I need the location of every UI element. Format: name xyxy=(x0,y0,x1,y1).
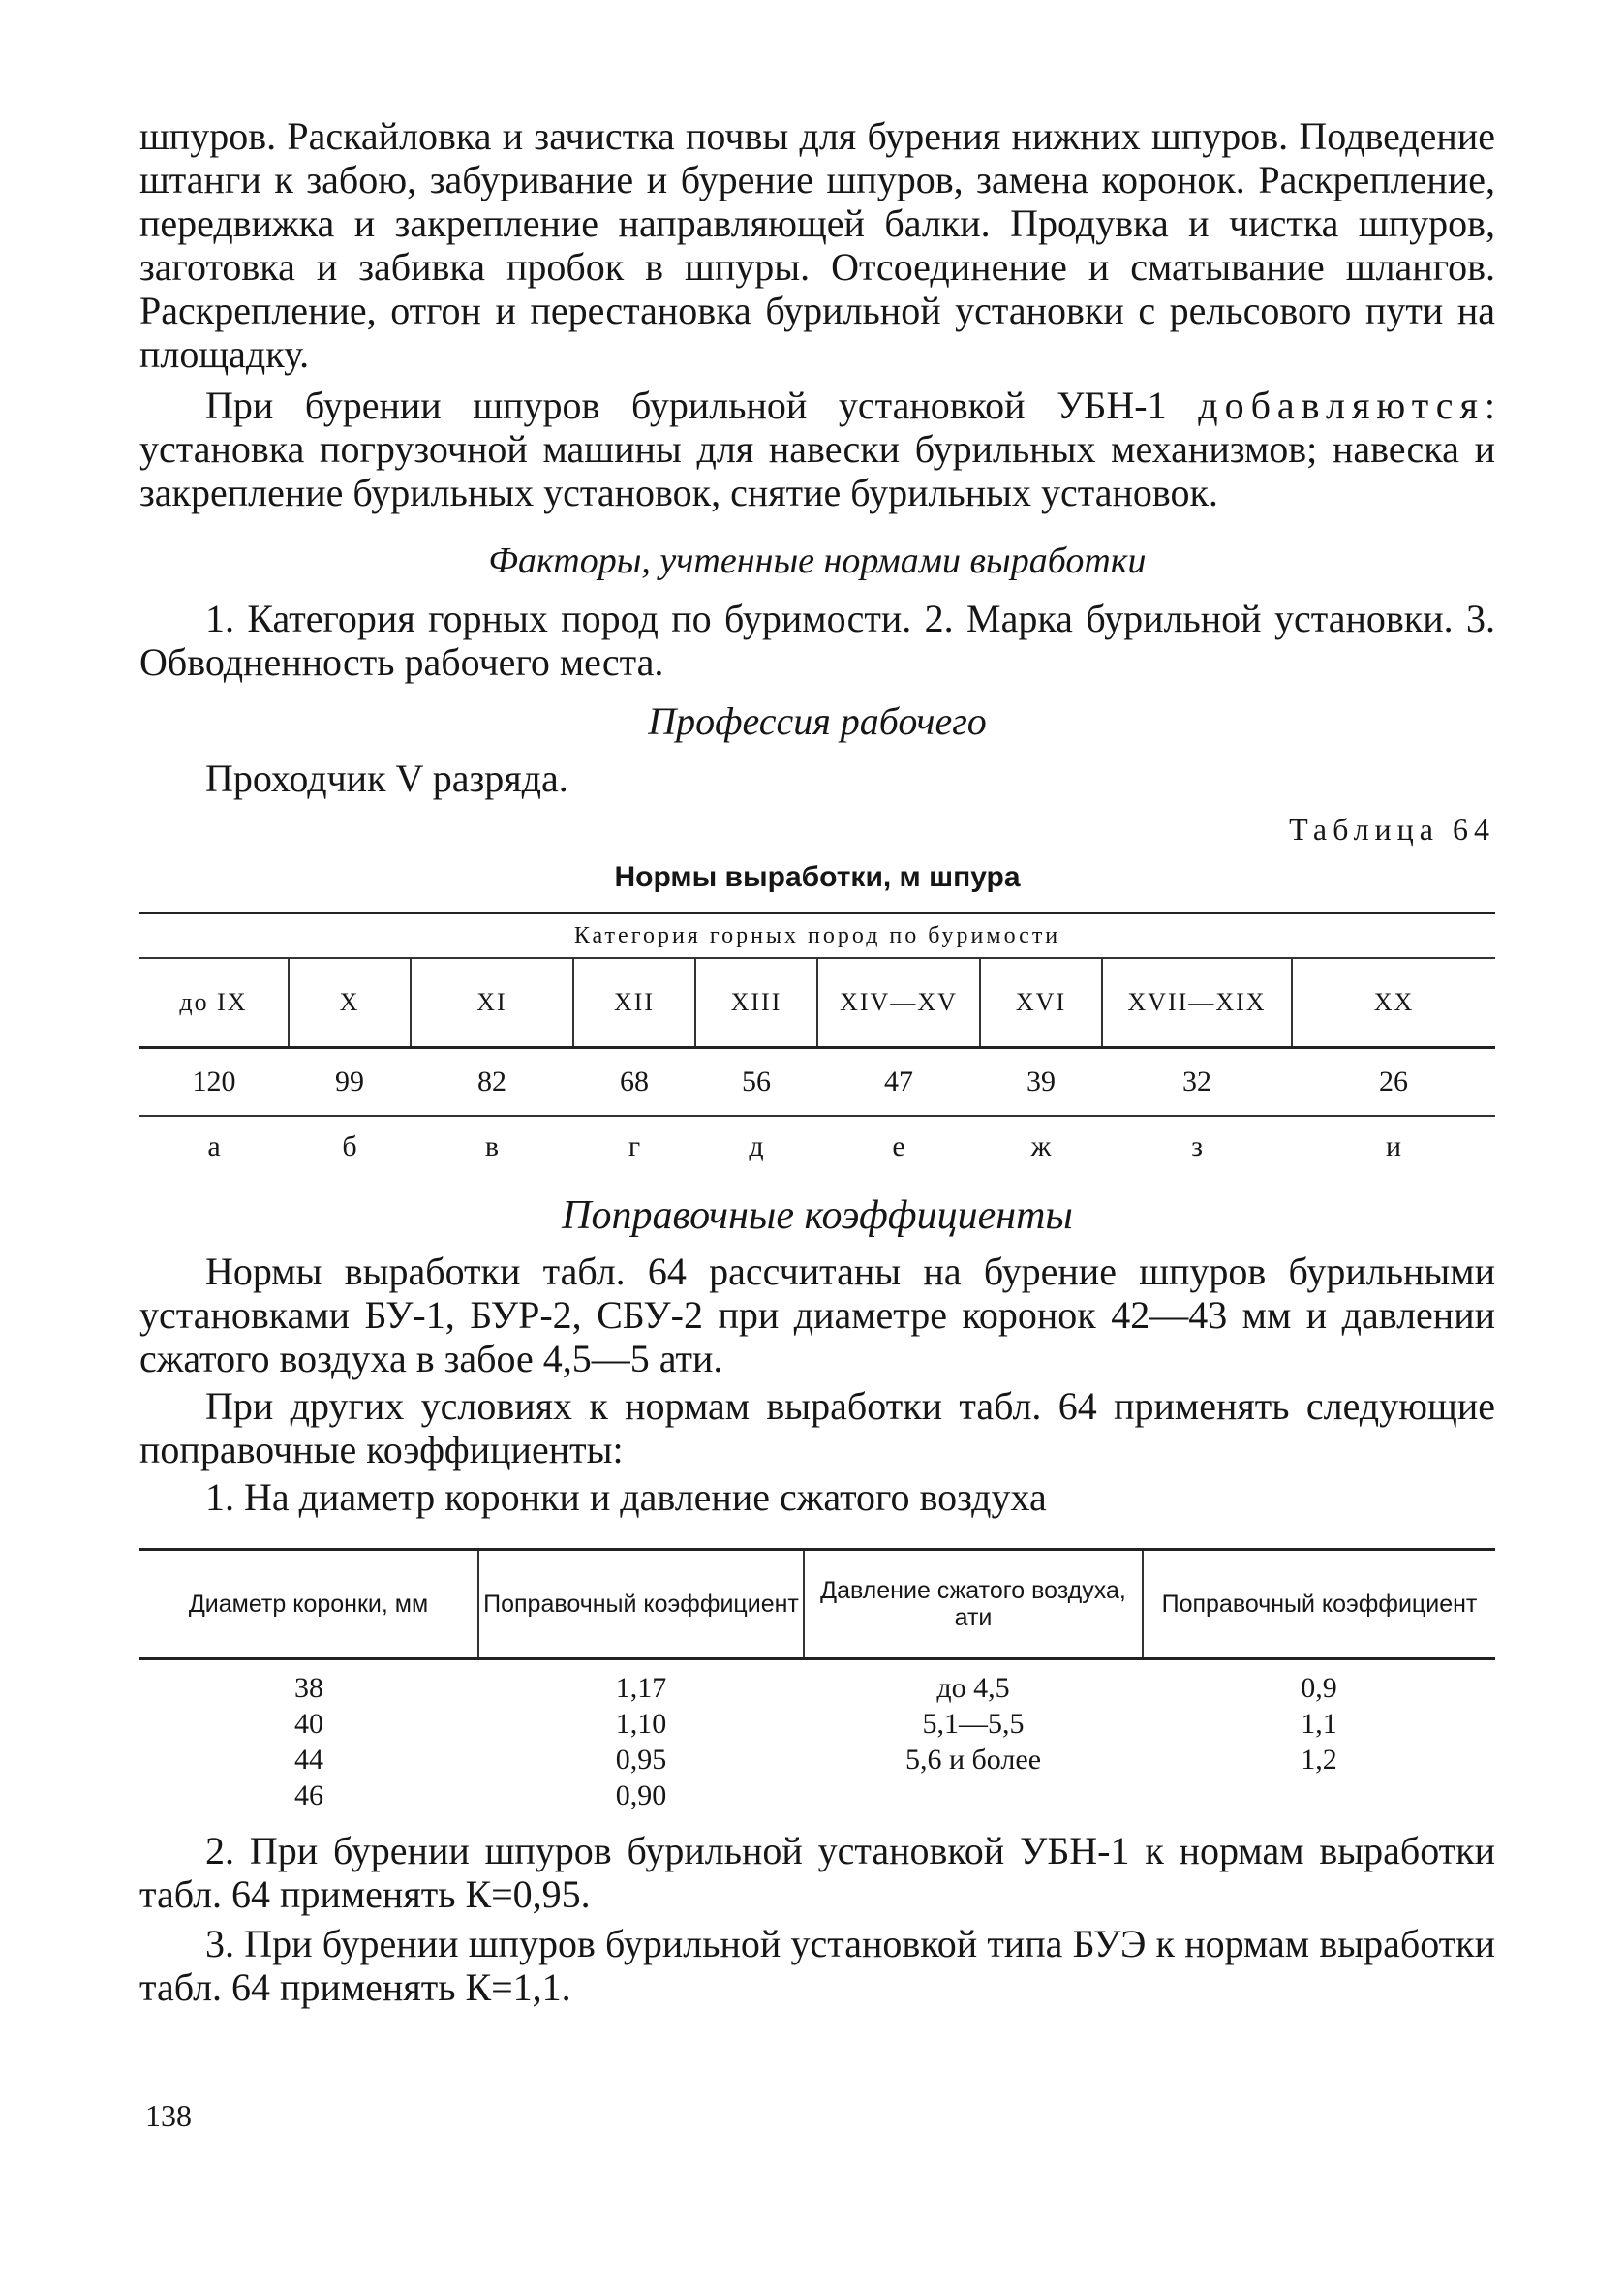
intro-paragraph: шпуров. Раскайловка и зачистка почвы для бурения нижних шпуров. Подведение штанги к забою, забуривание и бурение шпуров, замена коронок. Раскрепление, передвижка и закрепление направляющей балки. Продувка и чистка шпуров, заготовка и забивка пробок в шпуры. Отсоединение и сматывание шлангов. Раскрепление, отгон и перестановка бурильной установки с рельсового пути на площадку. xyxy=(139,114,1495,376)
table-corrections xyxy=(139,1548,1495,1813)
cell: 40 xyxy=(294,1708,323,1740)
cell: 5,6 и более xyxy=(904,1744,1042,1776)
table-row xyxy=(139,1659,1495,1707)
header-pressure: Давление сжатого воздуха, ати xyxy=(804,1550,1143,1659)
col-header-4: XII xyxy=(573,958,695,1048)
letter-cell: в xyxy=(484,1130,500,1162)
corrections-heading: Поправочные коэффициенты xyxy=(562,1193,1073,1238)
col-header-7: XVI xyxy=(980,958,1102,1048)
ubn-paragraph-start: При бурении шпуров бурильной установкой УБН-1 xyxy=(205,384,1199,427)
table-64 xyxy=(139,912,1495,1177)
table-64-letters-row xyxy=(139,1116,1495,1177)
cell: 0,9 xyxy=(1301,1672,1337,1704)
cell: 1,17 xyxy=(615,1672,667,1704)
table-64-label: Таблица 64 xyxy=(1289,812,1495,847)
page-number: 138 xyxy=(145,2098,192,2133)
corrections-para-1: Нормы выработки табл. 64 рассчитаны на бурение шпуров бурильными установками БУ-1, БУР-2, СБУ-2 при диаметре коронок 42—43 мм и давлении сжатого воздуха в забое 4,5—5 ати. xyxy=(139,1250,1495,1380)
ubn-paragraph-end: : установка погрузочной машины для навески бурильных механизмов; навеска и закрепление бурильных установок, снятие бурильных установок. xyxy=(139,384,1495,514)
table-row xyxy=(139,1742,1495,1778)
cell: 1,10 xyxy=(615,1708,667,1740)
value-cell: 26 xyxy=(1292,1048,1495,1117)
cell: 1,1 xyxy=(1301,1708,1337,1740)
table-64-category-row xyxy=(139,913,1495,959)
profession-heading: Профессия рабочего xyxy=(648,699,987,743)
letter-cell: з xyxy=(1191,1130,1203,1162)
table-row xyxy=(139,1778,1495,1813)
ubn-paragraph xyxy=(139,384,1495,514)
table-64-values-row xyxy=(139,1048,1495,1117)
col-header-9: XX xyxy=(1292,958,1495,1048)
letter-cell: а xyxy=(207,1130,221,1162)
cell xyxy=(1143,1778,1495,1813)
profession-text: Проходчик V разряда. xyxy=(205,757,568,800)
value-cell: 39 xyxy=(980,1048,1102,1117)
value-cell: 99 xyxy=(289,1048,411,1117)
cell: 0,90 xyxy=(615,1779,667,1811)
header-coefficient-1: Поправочный коэффициент xyxy=(478,1550,804,1659)
table-64-category-header: Категория горных пород по буримости xyxy=(139,913,1495,959)
factors-heading: Факторы, учтенные нормами выработки xyxy=(488,541,1147,581)
cell: 38 xyxy=(294,1672,323,1704)
corrections-para-2: При других условиях к нормам выработки табл. 64 применять следующие поправочные коэффициенты: xyxy=(139,1384,1495,1471)
header-diameter: Диаметр коронки, мм xyxy=(139,1550,478,1659)
table-64-column-header-row xyxy=(139,958,1495,1048)
ubn-paragraph-spaced: добавляются xyxy=(1198,384,1485,427)
value-cell: 32 xyxy=(1102,1048,1292,1117)
cell: 46 xyxy=(294,1779,323,1811)
col-header-6: XIV—XV xyxy=(817,958,980,1048)
item-3: 3. При бурении шпуров бурильной установкой типа БУЭ к нормам выработки табл. 64 применять К=1,1. xyxy=(139,1922,1495,2009)
factors-text: 1. Категория горных пород по буримости. 2. Марка бурильной установки. 3. Обводненность рабочего места. xyxy=(139,597,1495,684)
value-cell: 47 xyxy=(817,1048,980,1117)
col-header-1: до IX xyxy=(139,958,289,1048)
col-header-2: X xyxy=(289,958,411,1048)
table-64-title: Нормы выработки, м шпура xyxy=(614,861,1021,893)
value-cell: 82 xyxy=(411,1048,573,1117)
page-content xyxy=(139,114,1495,2009)
letter-cell: г xyxy=(628,1130,641,1162)
cell: 1,2 xyxy=(1301,1744,1337,1776)
cell: 5,1—5,5 xyxy=(922,1708,1025,1740)
header-coefficient-2: Поправочный коэффициент xyxy=(1143,1550,1495,1659)
item-2: 2. При бурении шпуров бурильной установкой УБН-1 к нормам выработки табл. 64 применять К=0,95. xyxy=(139,1829,1495,1916)
cell: 44 xyxy=(294,1744,323,1776)
letter-cell: ж xyxy=(1030,1130,1052,1162)
corrections-item-1: 1. На диаметр коронки и давление сжатого воздуха xyxy=(205,1475,1047,1519)
letter-cell: б xyxy=(342,1130,357,1162)
value-cell: 56 xyxy=(695,1048,817,1117)
table-row xyxy=(139,1706,1495,1742)
value-cell: 120 xyxy=(139,1048,289,1117)
cell xyxy=(804,1778,1143,1813)
cell: 0,95 xyxy=(615,1744,667,1776)
letter-cell: е xyxy=(892,1130,905,1162)
letter-cell: и xyxy=(1385,1130,1402,1162)
value-cell: 68 xyxy=(573,1048,695,1117)
table-corrections-header-row xyxy=(139,1550,1495,1659)
col-header-3: XI xyxy=(411,958,573,1048)
col-header-5: XIII xyxy=(695,958,817,1048)
col-header-8: XVII—XIX xyxy=(1102,958,1292,1048)
cell: до 4,5 xyxy=(936,1672,1010,1704)
letter-cell: д xyxy=(749,1130,764,1162)
